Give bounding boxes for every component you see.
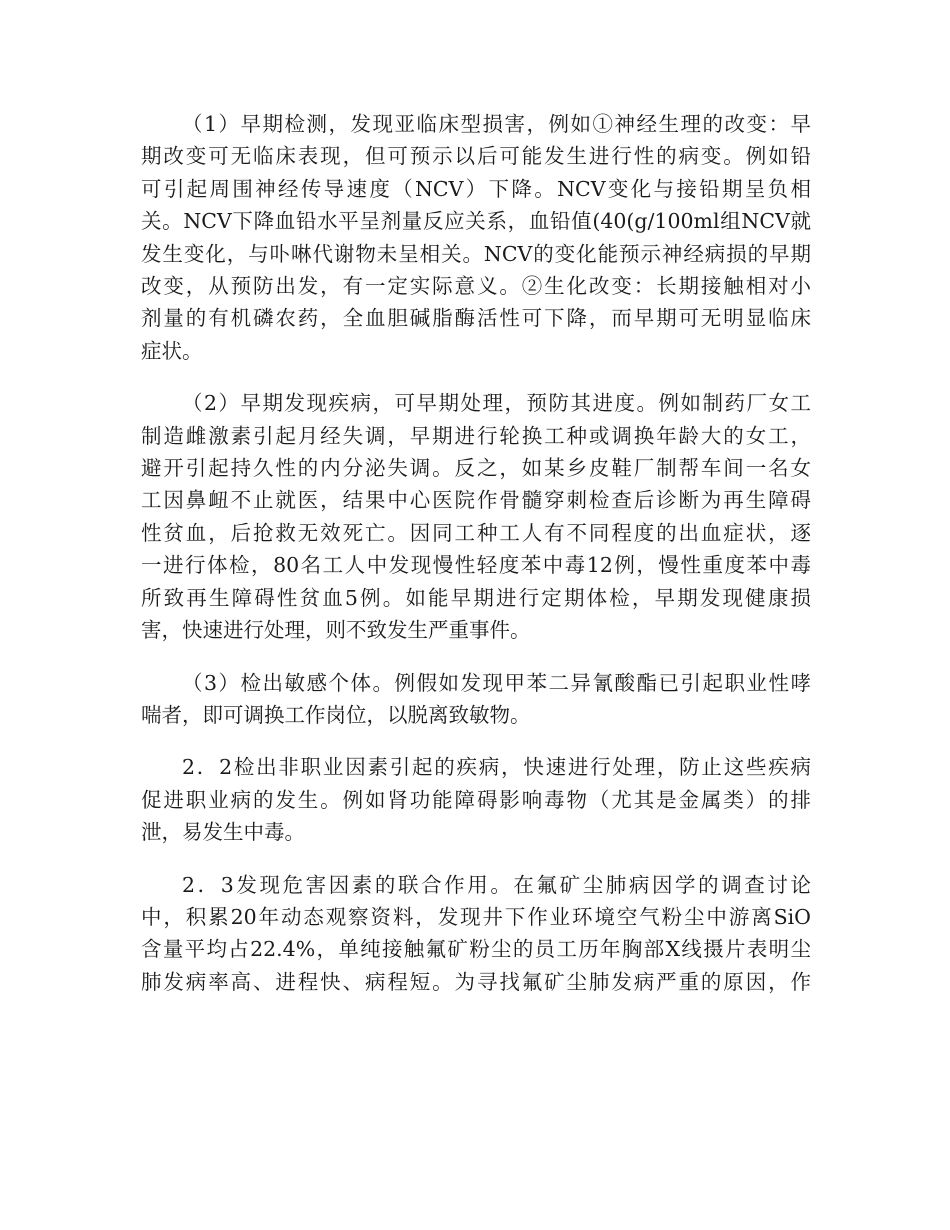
text-line: 害，快速进行处理，则不致发生严重事件。 (141, 618, 531, 643)
text-line: 工因鼻衄不止就医，结果中心医院作骨髓穿刺检查后诊断为再生障碍 (141, 488, 811, 513)
text-line: 一进行体检，80名工人中发现慢性轻度苯中毒12例，慢性重度苯中毒 (141, 553, 811, 578)
text-line: 症状。 (141, 338, 203, 363)
text-line: 中，积累20年动态观察资料，发现井下作业环境空气粉尘中游离SiO (141, 904, 811, 929)
text-line: 发生变化，与卟啉代谢物未呈相关。NCV的变化能预示神经病损的早期 (141, 241, 811, 266)
text-line: 剂量的有机磷农药，全血胆碱脂酶活性可下降，而早期可无明显临床 (141, 306, 811, 331)
text-line: （3）检出敏感个体。例假如发现甲苯二异氰酸酯已引起职业性哮 (182, 670, 811, 695)
paragraph-4 (141, 751, 811, 848)
text-line: 喘者，即可调换工作岗位，以脱离致敏物。 (141, 702, 531, 727)
text-line: 肺发病率高、进程快、病程短。为寻找氟矿尘肺发病严重的原因，作 (141, 969, 811, 994)
text-line: 所致再生障碍性贫血5例。如能早期进行定期体检，早期发现健康损 (141, 585, 811, 610)
document-body (141, 108, 811, 1020)
paragraph-2 (141, 387, 811, 646)
text-line: 性贫血，后抢救无效死亡。因同工种工人有不同程度的出血症状，逐 (141, 520, 811, 545)
paragraph-5 (141, 869, 811, 999)
text-line: 2．3发现危害因素的联合作用。在氟矿尘肺病因学的调查讨论 (182, 872, 811, 897)
paragraph-1 (141, 108, 811, 367)
text-line: 含量平均占22.4%，单纯接触氟矿粉尘的员工历年胸部X线摄片表明尘 (141, 937, 811, 962)
text-line: 泄，易发生中毒。 (141, 820, 305, 845)
paragraph-3 (141, 667, 811, 732)
text-line: 关。NCV下降血铅水平呈剂量反应关系，血铅值(40(g/100ml组NCV就 (141, 209, 811, 234)
text-line: 可引起周围神经传导速度（NCV）下降。NCV变化与接铅期呈负相 (141, 176, 811, 201)
text-line: 促进职业病的发生。例如肾功能障碍影响毒物（尤其是金属类）的排 (141, 787, 811, 812)
text-line: 避开引起持久性的内分泌失调。反之，如某乡皮鞋厂制帮车间一名女 (141, 456, 811, 481)
text-line: （2）早期发现疾病，可早期处理，预防其进度。例如制药厂女工 (182, 391, 811, 416)
text-line: 2．2检出非职业因素引起的疾病，快速进行处理，防止这些疾病 (182, 755, 811, 780)
text-line: （1）早期检测，发现亚临床型损害，例如①神经生理的改变：早 (182, 112, 811, 136)
text-line: 期改变可无临床表现，但可预示以后可能发生进行性的病变。例如铅 (141, 144, 811, 169)
text-line: 改变，从预防出发，有一定实际意义。②生化改变：长期接触相对小 (141, 274, 811, 299)
text-line: 制造雌激素引起月经失调，早期进行轮换工种或调换年龄大的女工， (141, 423, 811, 448)
